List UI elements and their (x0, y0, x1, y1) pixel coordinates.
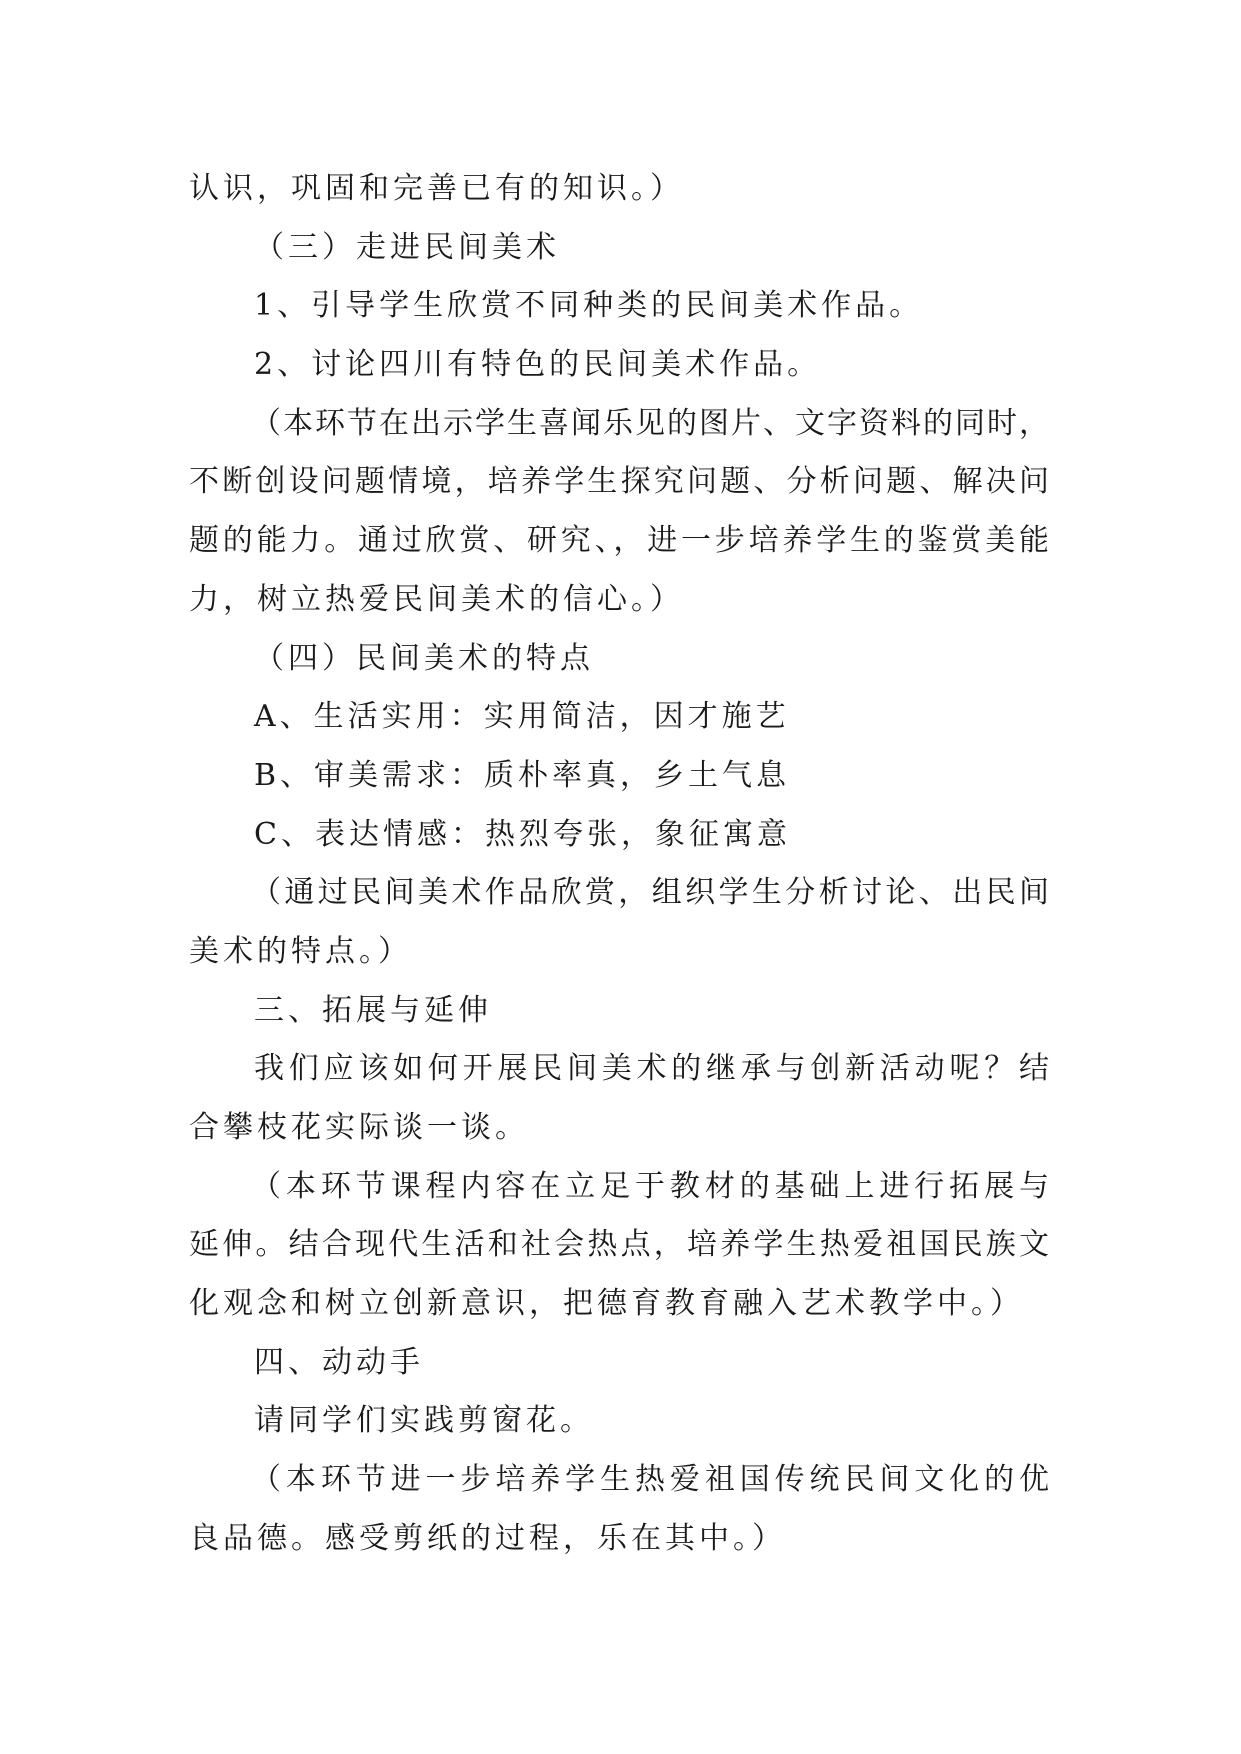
paragraph-line: 题的能力。通过欣赏、研究、，进一步培养学生的鉴赏美能 (189, 523, 1051, 559)
paragraph-line: 力，树立热爱民间美术的信心。） (189, 581, 684, 617)
list-item: C、表达情感：热烈夸张，象征寓意 (254, 816, 791, 852)
paragraph-line: 化观念和树立创新意识，把德育教育融入艺术教学中。） (189, 1286, 1024, 1322)
paragraph-line: 美术的特点。） (189, 933, 412, 969)
list-item: 1、引导学生欣赏不同种类的民间美术作品。 (254, 288, 924, 324)
section-heading-dong-dong-shou: 四、动动手 (254, 1344, 424, 1380)
paragraph-line: （本环节课程内容在立足于教材的基础上进行拓展与 (251, 1168, 1051, 1204)
paragraph-line: （本环节在出示学生喜闻乐见的图片、文字资料的同时， (251, 405, 1051, 441)
paragraph-line: 不断创设问题情境，培养学生探究问题、分析问题、解决问 (189, 464, 1051, 500)
paragraph-line: （本环节进一步培养学生热爱祖国传统民间文化的优 (251, 1462, 1051, 1498)
section-heading-min-jian-mei-shu-te-dian: （四）民间美术的特点 (254, 640, 594, 676)
section-heading-tuo-zhan-yu-yan-shen: 三、拓展与延伸 (254, 992, 492, 1028)
list-item: A、生活实用：实用简洁，因才施艺 (254, 699, 790, 735)
paragraph-line: 我们应该如何开展民间美术的继承与创新活动呢？结 (254, 1051, 1051, 1087)
list-item: 2、讨论四川有特色的民间美术作品。 (254, 347, 822, 383)
list-item: B、审美需求：质朴率真，乡土气息 (254, 757, 791, 793)
paragraph-line: 良品德。感受剪纸的过程，乐在其中。） (189, 1520, 786, 1556)
document-body (189, 160, 1051, 1569)
section-heading-zou-jin-min-jian-mei-shu: （三）走进民间美术 (254, 229, 560, 265)
paragraph-line: 请同学们实践剪窗花。 (254, 1403, 594, 1439)
paragraph-line: 合攀枝花实际谈一谈。 (189, 1110, 529, 1145)
paragraph-line: 延伸。结合现代生活和社会热点，培养学生热爱祖国民族文 (189, 1227, 1051, 1263)
paragraph-line: 认识，巩固和完善已有的知识。） (189, 171, 684, 206)
paragraph-line: （通过民间美术作品欣赏，组织学生分析讨论、出民间 (251, 875, 1051, 911)
